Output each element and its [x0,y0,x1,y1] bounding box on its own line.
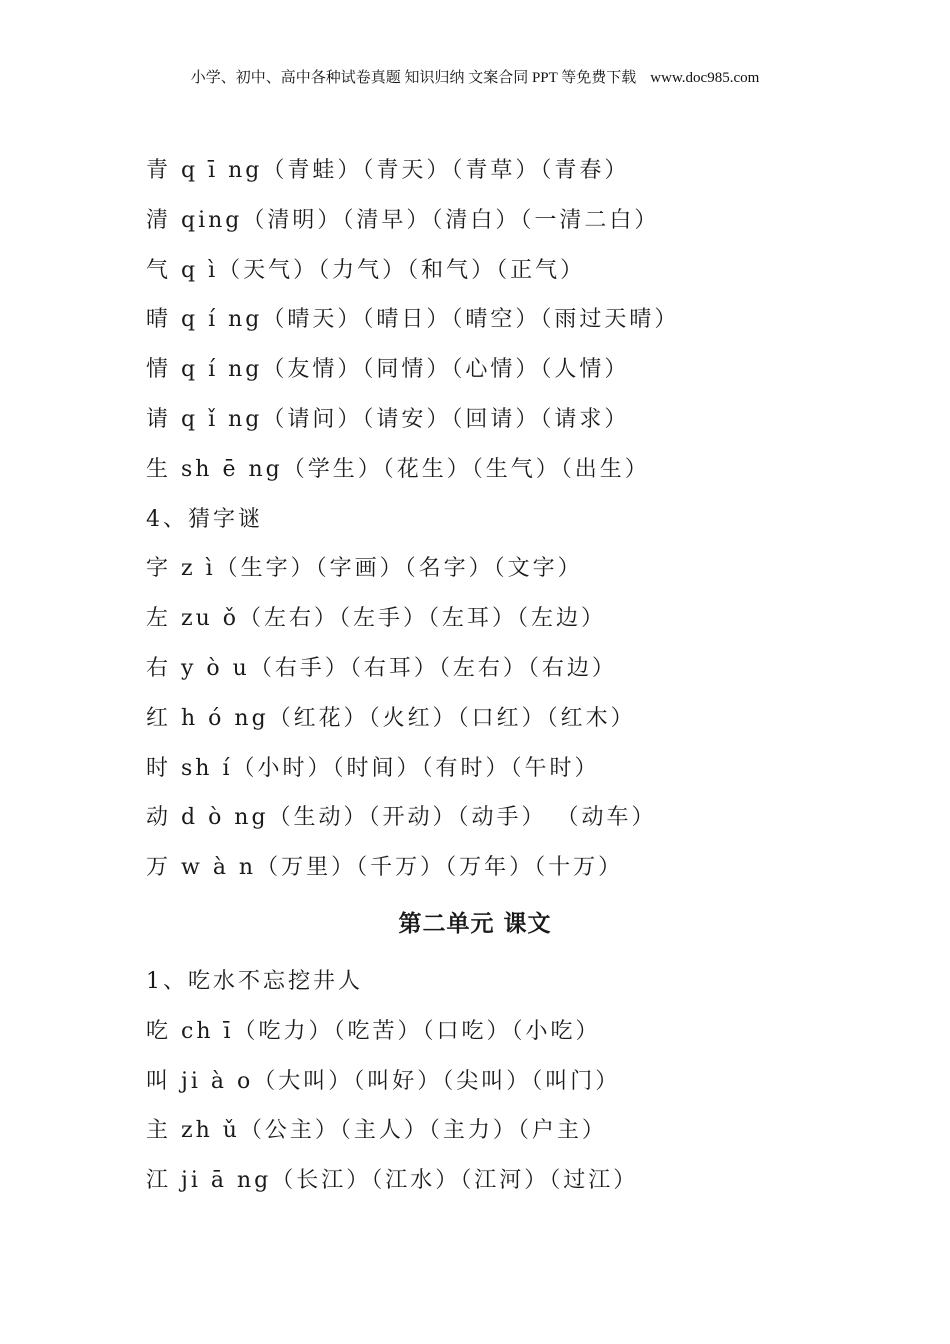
text-line: 叫 ji à o（大叫）（叫好）（尖叫）（叫门） [146,1068,621,1094]
text-line: 请 q ǐ ng（请问）（请安）（回请）（请求） [146,406,630,432]
text-line: 情 q í ng（友情）（同情）（心情）（人情） [146,357,630,383]
text-line: 主 zh ǔ（公主）（主人）（主力）（户主） [146,1118,607,1144]
text-line: 青 q ī ng（青蛙）（青天）（青草）（青春） [146,158,630,183]
section-heading: 1、吃水不忘挖井人 [146,968,363,994]
text-line: 江 ji ā ng（长江）（江水）（江河）（过江） [146,1168,639,1194]
text-line: 晴 q í ng（晴天）（晴日）（晴空）（雨过天晴） [146,307,680,333]
unit-title: 第二单元 课文 [398,910,552,937]
header-site: www.doc985.com [650,70,760,86]
text-line: 时 sh í（小时）（时间）（有时）（午时） [146,755,600,781]
text-line: 动 d ò ng（生动）（开动）（动手） （动车） [146,805,657,831]
page-header [0,66,950,87]
text-line: 气 q ì（天气）（力气）（和气）（正气） [146,257,586,283]
text-line: 左 zu ǒ（左右）（左手）（左耳）（左边） [146,606,606,632]
document-body [146,152,866,1212]
text-line: 清 qing（清明）（清早）（清白）（一清二白） [146,207,660,233]
text-line: 吃 ch ī（吃力）（吃苦）（口吃）（小吃） [146,1018,601,1044]
text-line: 字 z ì（生字）（字画）（名字）（文字） [146,556,583,582]
header-text: 小学、初中、高中各种试卷真题 知识归纳 文案合同 PPT 等免费下载 [190,70,637,86]
text-line: 红 h ó ng（红花）（火红）（口红）（红木） [146,705,636,731]
section-heading: 4、猜字谜 [146,506,263,532]
text-line: 右 y ò u（右手）（右耳）（左右）（右边） [146,655,617,681]
text-line: 生 sh ē ng（学生）（花生）（生气）（出生） [146,456,650,482]
text-line: 万 w à n（万里）（千万）（万年）（十万） [146,855,624,881]
